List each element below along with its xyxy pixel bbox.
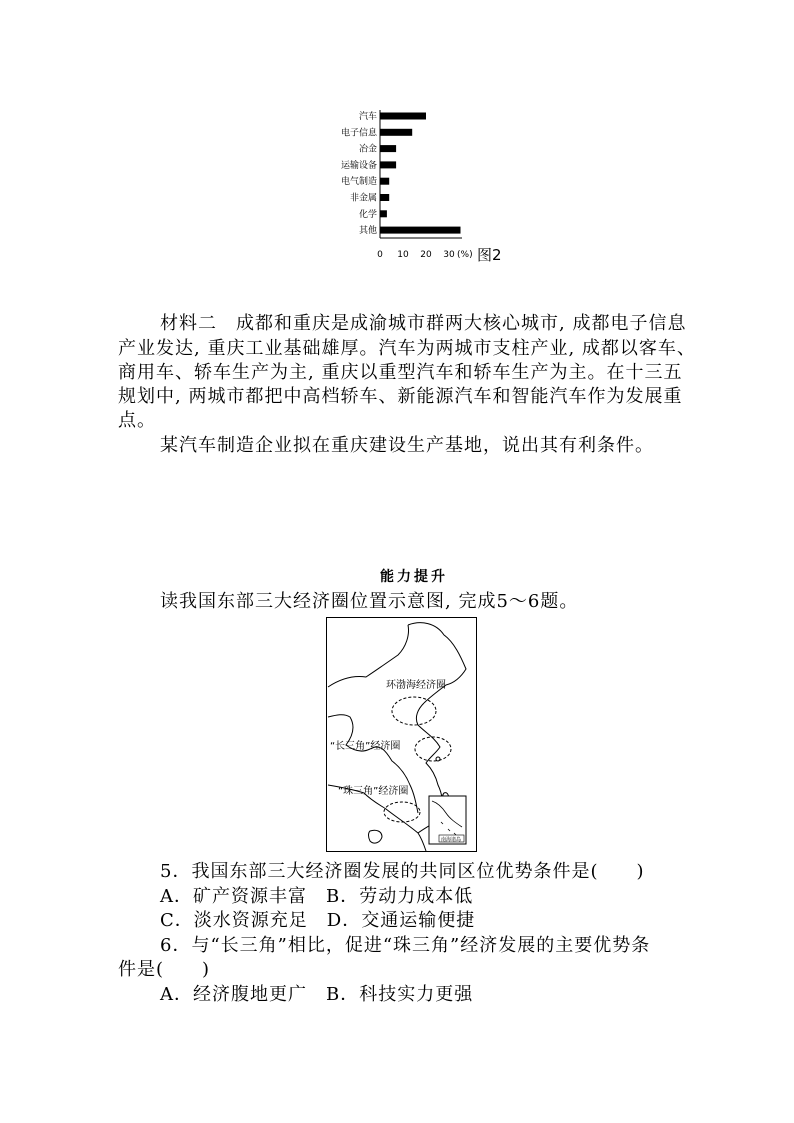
x-tick-label: 0	[377, 250, 383, 260]
x-tick-label: 20	[420, 250, 432, 260]
bohai-zone-label: 环渤海经济圈	[386, 680, 446, 691]
material2-line-5: 点。	[118, 410, 156, 431]
industry-bar-chart	[320, 100, 520, 265]
bar	[380, 194, 389, 201]
x-tick-label: 10	[397, 250, 409, 260]
category-label: 电子信息	[340, 128, 377, 139]
bar	[380, 113, 426, 120]
question-5: 5．我国东部三大经济圈发展的共同区位优势条件是( )	[160, 861, 645, 882]
figure-label: 图2	[477, 246, 502, 264]
bar	[380, 227, 461, 234]
category-label: 运输设备	[340, 160, 377, 171]
material2-line-3: 商用车、轿车生产为主, 重庆以重型汽车和轿车生产为主。在十三五	[118, 362, 683, 383]
map-intro: 读我国东部三大经济圈位置示意图, 完成5～6题。	[160, 591, 579, 612]
category-label: 冶金	[358, 144, 377, 155]
x-unit-label: (%)	[457, 250, 473, 260]
question-5-options-cd: C．淡水资源充足 D．交通运输便捷	[160, 910, 476, 931]
x-tick-label: 30	[443, 250, 455, 260]
question-6-cont: 件是( )	[118, 959, 211, 980]
economic-zones-map	[326, 617, 477, 852]
material2-line-4: 规划中, 两城市都把中高档轿车、新能源汽车和智能汽车作为发展重	[118, 386, 683, 407]
section-title: 能力提升	[380, 569, 448, 585]
pearl-zone-label: “珠三角”经济圈	[338, 786, 409, 797]
material2-line-2: 产业发达, 重庆工业基础雄厚。汽车为两城市支柱产业, 成都以客车、	[118, 338, 696, 359]
bar	[380, 178, 389, 185]
material2-question: 某汽车制造企业拟在重庆建设生产基地，说出其有利条件。	[160, 435, 654, 456]
category-label: 电气制造	[340, 177, 377, 188]
category-label: 非金属	[349, 193, 377, 204]
bar	[380, 145, 396, 152]
question-6-options-ab: A．经济腹地更广 B．科技实力更强	[160, 984, 474, 1005]
category-label: 化学	[358, 209, 377, 220]
bar	[380, 210, 387, 217]
question-6: 6．与“长三角”相比，促进“珠三角”经济发展的主要优势条	[160, 935, 651, 956]
yangtze-zone-label: “长三角”经济圈	[330, 741, 401, 752]
category-label: 汽车	[358, 112, 377, 122]
inset-caption: 南海诸岛	[441, 837, 462, 843]
bar	[380, 129, 412, 136]
question-5-options-ab: A．矿产资源丰富 B．劳动力成本低	[160, 886, 474, 907]
category-label: 其他	[358, 226, 377, 237]
bar	[380, 161, 396, 168]
material2-line-1: 材料二 成都和重庆是成渝城市群两大核心城市, 成都电子信息	[160, 313, 687, 334]
